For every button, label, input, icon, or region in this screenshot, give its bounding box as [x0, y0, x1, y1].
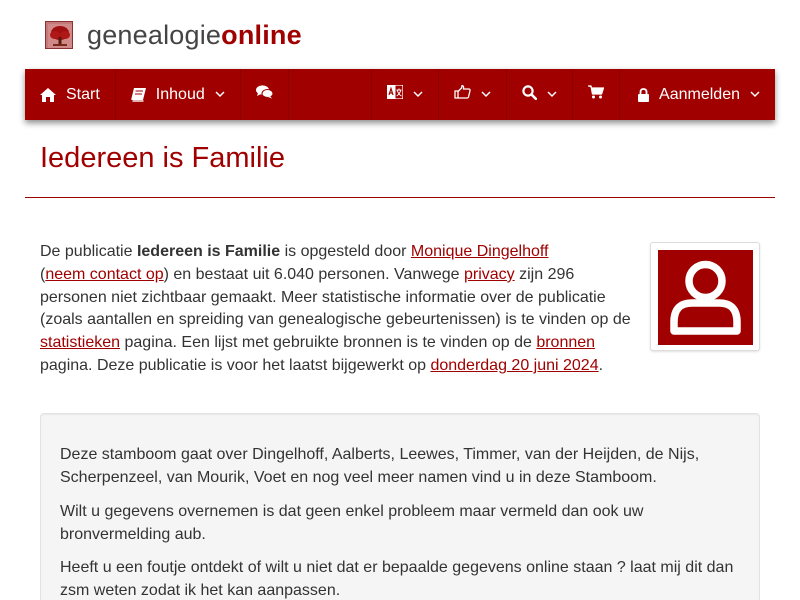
- author-avatar[interactable]: [650, 242, 760, 351]
- nav-spacer: [289, 69, 372, 120]
- publication-intro: [40, 241, 638, 378]
- chevron-down-icon: [547, 91, 557, 98]
- privacy-link[interactable]: privacy: [463, 265, 515, 283]
- chevron-down-icon: [413, 91, 423, 98]
- page-title: Iedereen is Familie: [40, 142, 285, 174]
- author-link[interactable]: Monique Dingelhoff: [410, 243, 549, 260]
- nav-start-label: Start: [66, 85, 100, 103]
- last-updated-link[interactable]: donderdag 20 juni 2024: [430, 356, 599, 374]
- title-divider: [25, 197, 775, 198]
- nav-cart[interactable]: [573, 69, 620, 120]
- description-paragraph: Wilt u gegevens overnemen is dat geen enkel probleem maar vermeld dan ook uw bronvermelding aub.: [60, 503, 644, 543]
- chevron-down-icon: [750, 91, 760, 98]
- search-icon: [522, 85, 537, 105]
- nav-language[interactable]: [372, 69, 439, 120]
- intro-text: (: [40, 265, 46, 283]
- nav-search[interactable]: [507, 69, 573, 120]
- nav-login[interactable]: [620, 69, 775, 120]
- tree-logo-icon: [45, 21, 73, 49]
- comments-icon: [256, 85, 273, 104]
- nav-inhoud-label: Inhoud: [155, 85, 205, 103]
- home-icon: [40, 88, 56, 102]
- sources-link[interactable]: bronnen: [536, 334, 596, 352]
- intro-text: De publicatie: [40, 243, 137, 260]
- publication-name: Iedereen is Familie: [136, 243, 281, 260]
- nav-share[interactable]: [439, 69, 507, 120]
- site-logo[interactable]: [45, 18, 302, 52]
- statistics-link[interactable]: statistieken: [40, 334, 121, 352]
- intro-text: pagina. Een lijst met gebruikte bronnen is te vinden op de: [120, 334, 537, 352]
- chevron-down-icon: [481, 91, 491, 98]
- thumbs-up-icon: [454, 85, 471, 104]
- description-box: [40, 413, 760, 600]
- user-avatar-icon: [658, 250, 753, 345]
- main-navbar: [25, 69, 775, 120]
- nav-inhoud[interactable]: [116, 69, 241, 120]
- site-logo-text: genealogieonline: [87, 19, 302, 50]
- nav-login-label: Aanmelden: [659, 85, 740, 103]
- lock-icon: [638, 88, 649, 102]
- book-icon: [131, 88, 146, 102]
- contact-link[interactable]: neem contact op: [45, 265, 164, 283]
- description-paragraph: Deze stamboom gaat over Dingelhoff, Aalberts, Leewes, Timmer, van der Heijden, de Nijs, Scherpenzeel, van Mourik, Voet en nog veel meer namen vind u in deze Stamboom.: [60, 446, 700, 486]
- nav-start[interactable]: [25, 69, 116, 120]
- intro-text: .: [598, 356, 604, 374]
- chevron-down-icon: [215, 91, 225, 98]
- intro-text: ) en bestaat uit 6.040 personen. Vanwege: [163, 265, 464, 283]
- intro-text: is opgesteld door: [280, 243, 411, 260]
- language-icon: [387, 85, 403, 104]
- intro-text: zijn 296 personen niet zichtbaar gemaakt. Meer statistische informatie over de publicatie (zoals aantallen en spreiding van genealogische gebeurtenissen) is te vinden op de: [40, 265, 631, 329]
- shopping-cart-icon: [588, 85, 604, 104]
- description-paragraph: Heeft u een foutje ontdekt of wilt u niet dat er bepaalde gegevens online staan ? laat mij dit dan zsm weten zodat ik het kan aanpassen.: [60, 559, 734, 599]
- intro-text: pagina. Deze publicatie is voor het laatst bijgewerkt op: [40, 356, 431, 374]
- nav-chat[interactable]: [241, 69, 289, 120]
